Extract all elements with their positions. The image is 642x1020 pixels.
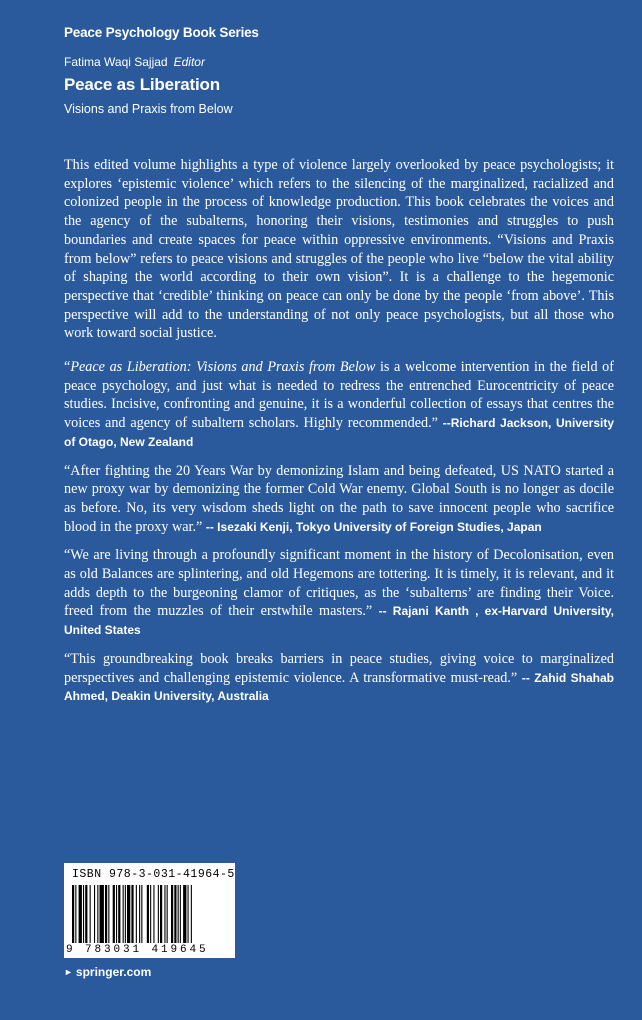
editor-role: Editor	[173, 55, 205, 69]
arrow-right-icon: ►	[64, 967, 73, 977]
publisher-website[interactable]	[64, 965, 151, 979]
barcode-bar	[136, 885, 137, 943]
barcode-bar	[85, 885, 87, 943]
barcode-bar	[83, 885, 84, 943]
barcode-bar	[131, 885, 133, 943]
barcode-bar	[141, 885, 142, 943]
series-title: Peace Psychology Book Series	[64, 25, 259, 40]
review-attribution: -- Zahid Shahab Ahmed, Deakin University, Australia	[64, 670, 615, 704]
barcode-bar	[150, 885, 151, 943]
editor-name: Fatima Waqi Sajjad	[64, 55, 168, 69]
barcode-bar	[171, 885, 173, 943]
review-attribution: -- Rajani Kanth , ex-Harvard University, United States	[64, 604, 614, 638]
barcode-bars	[72, 885, 230, 943]
book-subtitle: Visions and Praxis from Below	[64, 102, 233, 116]
barcode-bar	[191, 885, 192, 943]
review-quote-1: “Peace as Liberation: Visions and Praxis from Below is a welcome intervention in the field of peace psychology, and just what is needed to redress the entrenched Eurocentricity of peace studies. Incisive, confronting and genuine, it is a wonderful collection of essays that centres the voices and agency of subaltern scholars. Highly recommended.” --Richard Jackson, University of Otago, New Zealand	[64, 359, 615, 449]
website-label: springer.com	[75, 965, 152, 979]
barcode-bar	[139, 885, 140, 943]
barcode-bar	[123, 885, 124, 943]
book-title: Peace as Liberation	[64, 75, 220, 94]
barcode-bar	[188, 885, 189, 943]
barcode-bar	[127, 885, 130, 943]
barcode-bar	[174, 885, 176, 943]
barcode-bar	[160, 885, 162, 943]
barcode-bar	[164, 885, 165, 943]
review-quote-3: “We are living through a profoundly significant moment in the history of Decolonisation, even as old Balances are splintering, and old Hegemons are tottering. It is timely, it is relevant, and it adds depth to the burgeoning clamor of critiques, as the ‘subalterns’ are finding their Voice. freed from the muzzles of their erstwhile masters.” -- Rajani Kanth , ex-Harvard University, United States	[64, 547, 614, 638]
isbn-label: ISBN 978-3-031-41964-5	[72, 868, 235, 881]
barcode-bar	[100, 885, 104, 943]
barcode-bar	[116, 885, 117, 943]
barcode-bar	[118, 885, 120, 943]
barcode-bar	[72, 885, 74, 943]
barcode-digits: 9 783031 419645	[66, 944, 209, 956]
barcode-bar	[167, 885, 168, 943]
barcode-bar	[113, 885, 115, 943]
review-quote-2: “After fighting the 20 Years War by demonizing Islam and being defeated, US NATO started a new proxy war by demonizing the former Cold War enemy. Global South is no longer as docile as before. No, its very wisdom sheds light on the path to save innocent people who sacrifice blood in the proxy war.” -- Isezaki Kenji, Tokyo University of Foreign Studies, Japan	[64, 462, 614, 535]
barcode-bar	[79, 885, 82, 943]
barcode-bar	[90, 885, 91, 943]
review-quote-4: “This groundbreaking book breaks barriers in peace studies, giving voice to marginalized perspectives and challenging epistemic violence. A transformative must-read.” -- Zahid Shahab Ahmed, Deakin University, Australia	[64, 650, 615, 704]
barcode-bar	[153, 885, 154, 943]
review-attribution: -- Isezaki Kenji, Tokyo University of Foreign Studies, Japan	[205, 519, 542, 534]
barcode-bar	[180, 885, 181, 943]
barcode-bar	[108, 885, 109, 943]
abstract: This edited volume highlights a type of violence largely overlooked by peace psychologists; it explores ‘epistemic violence’ which refers to the silencing of the marginalized, racialized and colonized people in the process of knowledge production. This book celebrates the voices and the agency of the subalterns, honoring their visions, testimonies and struggles to push boundaries and create spaces for peace within oppressive environments. “Visions and Praxis from below” refers to peace visions and struggles of the people who live “below the vital ability of shaping the world according to their own vision”. It is a challenge to the hegemonic perspective that ‘credible’ thinking on peace can only be done by the people ‘from above’. This perspective will add to the understanding of not only peace psychologists, but all those who work toward social justice.	[64, 157, 614, 342]
back-cover-text	[64, 156, 614, 716]
barcode-bar	[178, 885, 179, 943]
barcode-bar	[97, 885, 98, 943]
barcode-bar	[75, 885, 76, 943]
isbn-barcode	[64, 863, 235, 958]
barcode-bar	[147, 885, 149, 943]
quoted-title: Peace as Liberation: Visions and Praxis from Below	[70, 359, 376, 376]
review-attribution: --Richard Jackson, University of Otago, New Zealand	[64, 416, 614, 449]
barcode-bar	[105, 885, 107, 943]
barcode-bar	[94, 885, 95, 943]
barcode-bar	[183, 885, 186, 943]
barcode-bar	[158, 885, 159, 943]
editor-line	[64, 55, 205, 69]
barcode-bar	[125, 885, 126, 943]
